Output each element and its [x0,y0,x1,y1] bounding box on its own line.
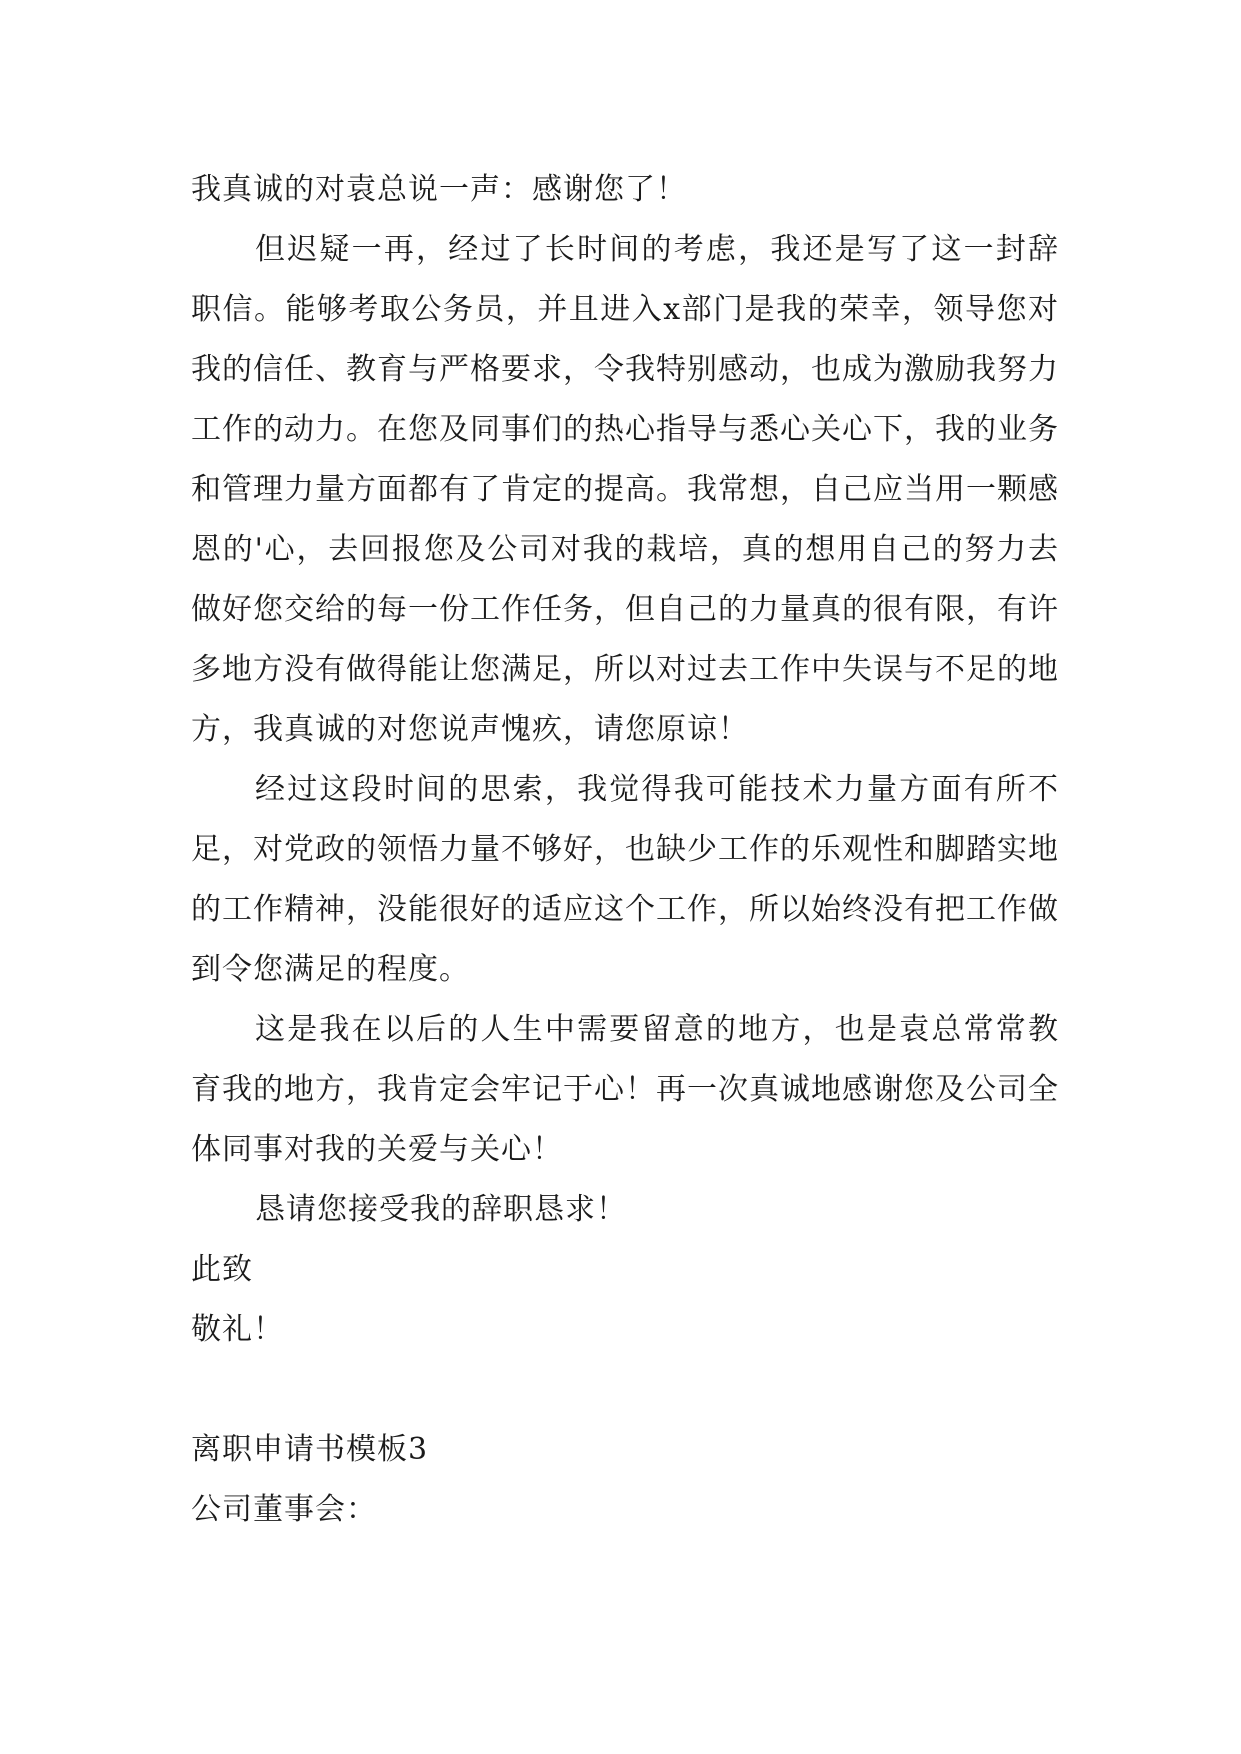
section-spacer [191,1360,1059,1420]
section-title: 离职申请书模板3 [191,1432,429,1467]
paragraph-request: 恳请您接受我的辞职恳求！ [255,1192,627,1227]
document-page [191,160,1059,1540]
closing-salutation: 此致 [191,1252,253,1287]
paragraph-body-2: 经过这段时间的思索，我觉得我可能技术力量方面有所不足，对党政的领悟力量不够好，也缺少工作的乐观性和脚踏实地的工作精神，没能很好的适应这个工作，所以始终没有把工作做到令您满足的程度。 [191,772,1059,987]
closing-regards: 敬礼！ [191,1312,284,1347]
paragraph-body-3: 这是我在以后的人生中需要留意的地方，也是袁总常常教育我的地方，我肯定会牢记于心！再一次真诚地感谢您及公司全体同事对我的关爱与关心！ [191,1012,1059,1167]
paragraph-body-1: 但迟疑一再，经过了长时间的考虑，我还是写了这一封辞职信。能够考取公务员，并且进入x部门是我的荣幸，领导您对我的信任、教育与严格要求，令我特别感动，也成为激励我努力工作的动力。在您及同事们的热心指导与悉心关心下，我的业务和管理力量方面都有了肯定的提高。我常想，自己应当用一颗感恩的'心，去回报您及公司对我的栽培，真的想用自己的努力去做好您交给的每一份工作任务，但自己的力量真的很有限，有许多地方没有做得能让您满足，所以对过去工作中失误与不足的地方，我真诚的对您说声愧疚，请您原谅！ [191,232,1059,747]
opening-line: 我真诚的对袁总说一声：感谢您了！ [191,172,687,207]
addressee: 公司董事会： [191,1492,377,1527]
